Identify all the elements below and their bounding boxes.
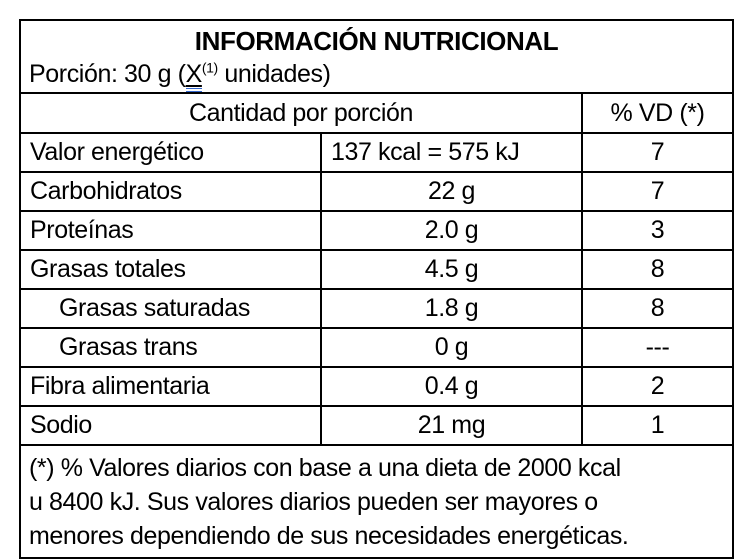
nutrient-dv: 3	[582, 211, 733, 250]
nutrient-label: Proteínas	[20, 211, 321, 250]
portion-placeholder-x: X	[186, 62, 202, 92]
portion-suffix: unidades)	[217, 59, 331, 88]
nutrient-dv: 1	[582, 406, 733, 445]
nutrient-dv: 7	[582, 172, 733, 211]
footnote-line: u 8400 kJ. Sus valores diarios pueden ser mayores o	[29, 487, 598, 516]
table-row	[20, 211, 733, 250]
portion-superscript: (1)	[201, 59, 218, 76]
nutrient-value: 137 kcal = 575 kJ	[321, 133, 582, 172]
nutrient-dv: 7	[582, 133, 733, 172]
table-row	[20, 133, 733, 172]
nutrient-rows	[20, 133, 733, 445]
nutrient-label: Grasas saturadas	[20, 289, 321, 328]
nutrient-label: Sodio	[20, 406, 321, 445]
header-row	[20, 20, 733, 93]
percent-dv-header: % VD (*)	[582, 93, 733, 133]
nutrient-value: 21 mg	[321, 406, 582, 445]
nutrient-value: 2.0 g	[321, 211, 582, 250]
table-row	[20, 367, 733, 406]
nutrient-value: 0.4 g	[321, 367, 582, 406]
nutrient-value: 4.5 g	[321, 250, 582, 289]
table-title: INFORMACIÓN NUTRICIONAL	[194, 25, 559, 56]
nutrient-value: 1.8 g	[321, 289, 582, 328]
table-row	[20, 406, 733, 445]
portion-line	[29, 58, 724, 92]
footnote-line: (*) % Valores diarios con base a una dieta de 2000 kcal	[29, 453, 621, 482]
nutrient-dv: 2	[582, 367, 733, 406]
portion-prefix: Porción: 30 g (	[29, 59, 186, 88]
footnote-line: menores dependiendo de sus necesidades energéticas.	[29, 521, 629, 550]
header-cell	[20, 20, 733, 93]
table-row	[20, 172, 733, 211]
amount-per-portion-header: Cantidad por porción	[20, 93, 582, 133]
footnote	[20, 445, 733, 558]
nutrient-value: 22 g	[321, 172, 582, 211]
column-header-row	[20, 93, 733, 133]
nutrient-label: Fibra alimentaria	[20, 367, 321, 406]
nutrient-label: Valor energético	[20, 133, 321, 172]
nutrient-value: 0 g	[321, 328, 582, 367]
nutrient-dv: 8	[582, 250, 733, 289]
table-row	[20, 328, 733, 367]
footnote-row	[20, 445, 733, 558]
nutrition-table	[19, 19, 734, 559]
nutrient-label: Carbohidratos	[20, 172, 321, 211]
table-row	[20, 289, 733, 328]
nutrient-label: Grasas totales	[20, 250, 321, 289]
nutrient-label: Grasas trans	[20, 328, 321, 367]
table-row	[20, 250, 733, 289]
nutrient-dv: ---	[582, 328, 733, 367]
nutrient-dv: 8	[582, 289, 733, 328]
